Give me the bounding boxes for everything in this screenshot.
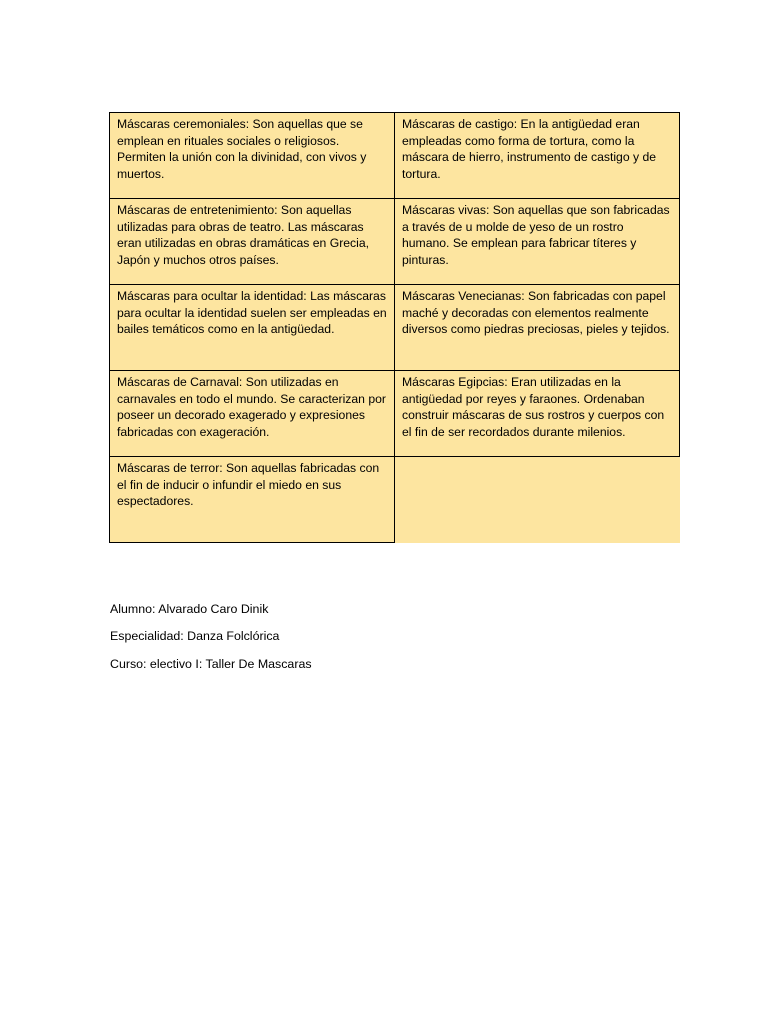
mask-types-table [109,112,680,543]
table-cell-carnival-masks: Máscaras de Carnaval: Son utilizadas en carnavales en todo el mundo. Se caracterizan por poseer un decorado exagerado y expresiones fabricadas con exageración. [110,371,395,457]
table-row [110,199,680,285]
table-cell-venetian-masks: Máscaras Venecianas: Son fabricadas con papel maché y decoradas con elementos realmente diversos como piedras preciosas, pieles y tejidos. [395,285,680,371]
table-row [110,113,680,199]
course-line: Curso: electivo I: Taller De Mascaras [110,657,312,671]
table-cell-empty [395,457,680,543]
table-cell-ceremonial-masks: Máscaras ceremoniales: Son aquellas que se emplean en rituales sociales o religiosos. Permiten la unión con la divinidad, con vivos y muertos. [110,113,395,199]
specialty-line: Especialidad: Danza Folclórica [110,629,280,643]
table-row [110,457,680,543]
table-cell-punishment-masks: Máscaras de castigo: En la antigüedad eran empleadas como forma de tortura, como la máscara de hierro, instrumento de castigo y de tortura. [395,113,680,199]
table-cell-living-masks: Máscaras vivas: Son aquellas que son fabricadas a través de u molde de yeso de un rostro humano. Se emplean para fabricar títeres y pinturas. [395,199,680,285]
student-name-line: Alumno: Alvarado Caro Dinik [110,602,269,616]
table-cell-egyptian-masks: Máscaras Egipcias: Eran utilizadas en la antigüedad por reyes y faraones. Ordenaban construir máscaras de sus rostros y cuerpos con el fin de ser recordados durante milenios. [395,371,680,457]
table-cell-terror-masks: Máscaras de terror: Son aquellas fabricadas con el fin de inducir o infundir el miedo en sus espectadores. [110,457,395,543]
table-cell-identity-masks: Máscaras para ocultar la identidad: Las máscaras para ocultar la identidad suelen ser empleadas en bailes temáticos como en la antigüedad. [110,285,395,371]
table-row [110,371,680,457]
table-row [110,285,680,371]
table-cell-entertainment-masks: Máscaras de entretenimiento: Son aquellas utilizadas para obras de teatro. Las máscaras eran utilizadas en obras dramáticas en Grecia, Japón y muchos otros países. [110,199,395,285]
